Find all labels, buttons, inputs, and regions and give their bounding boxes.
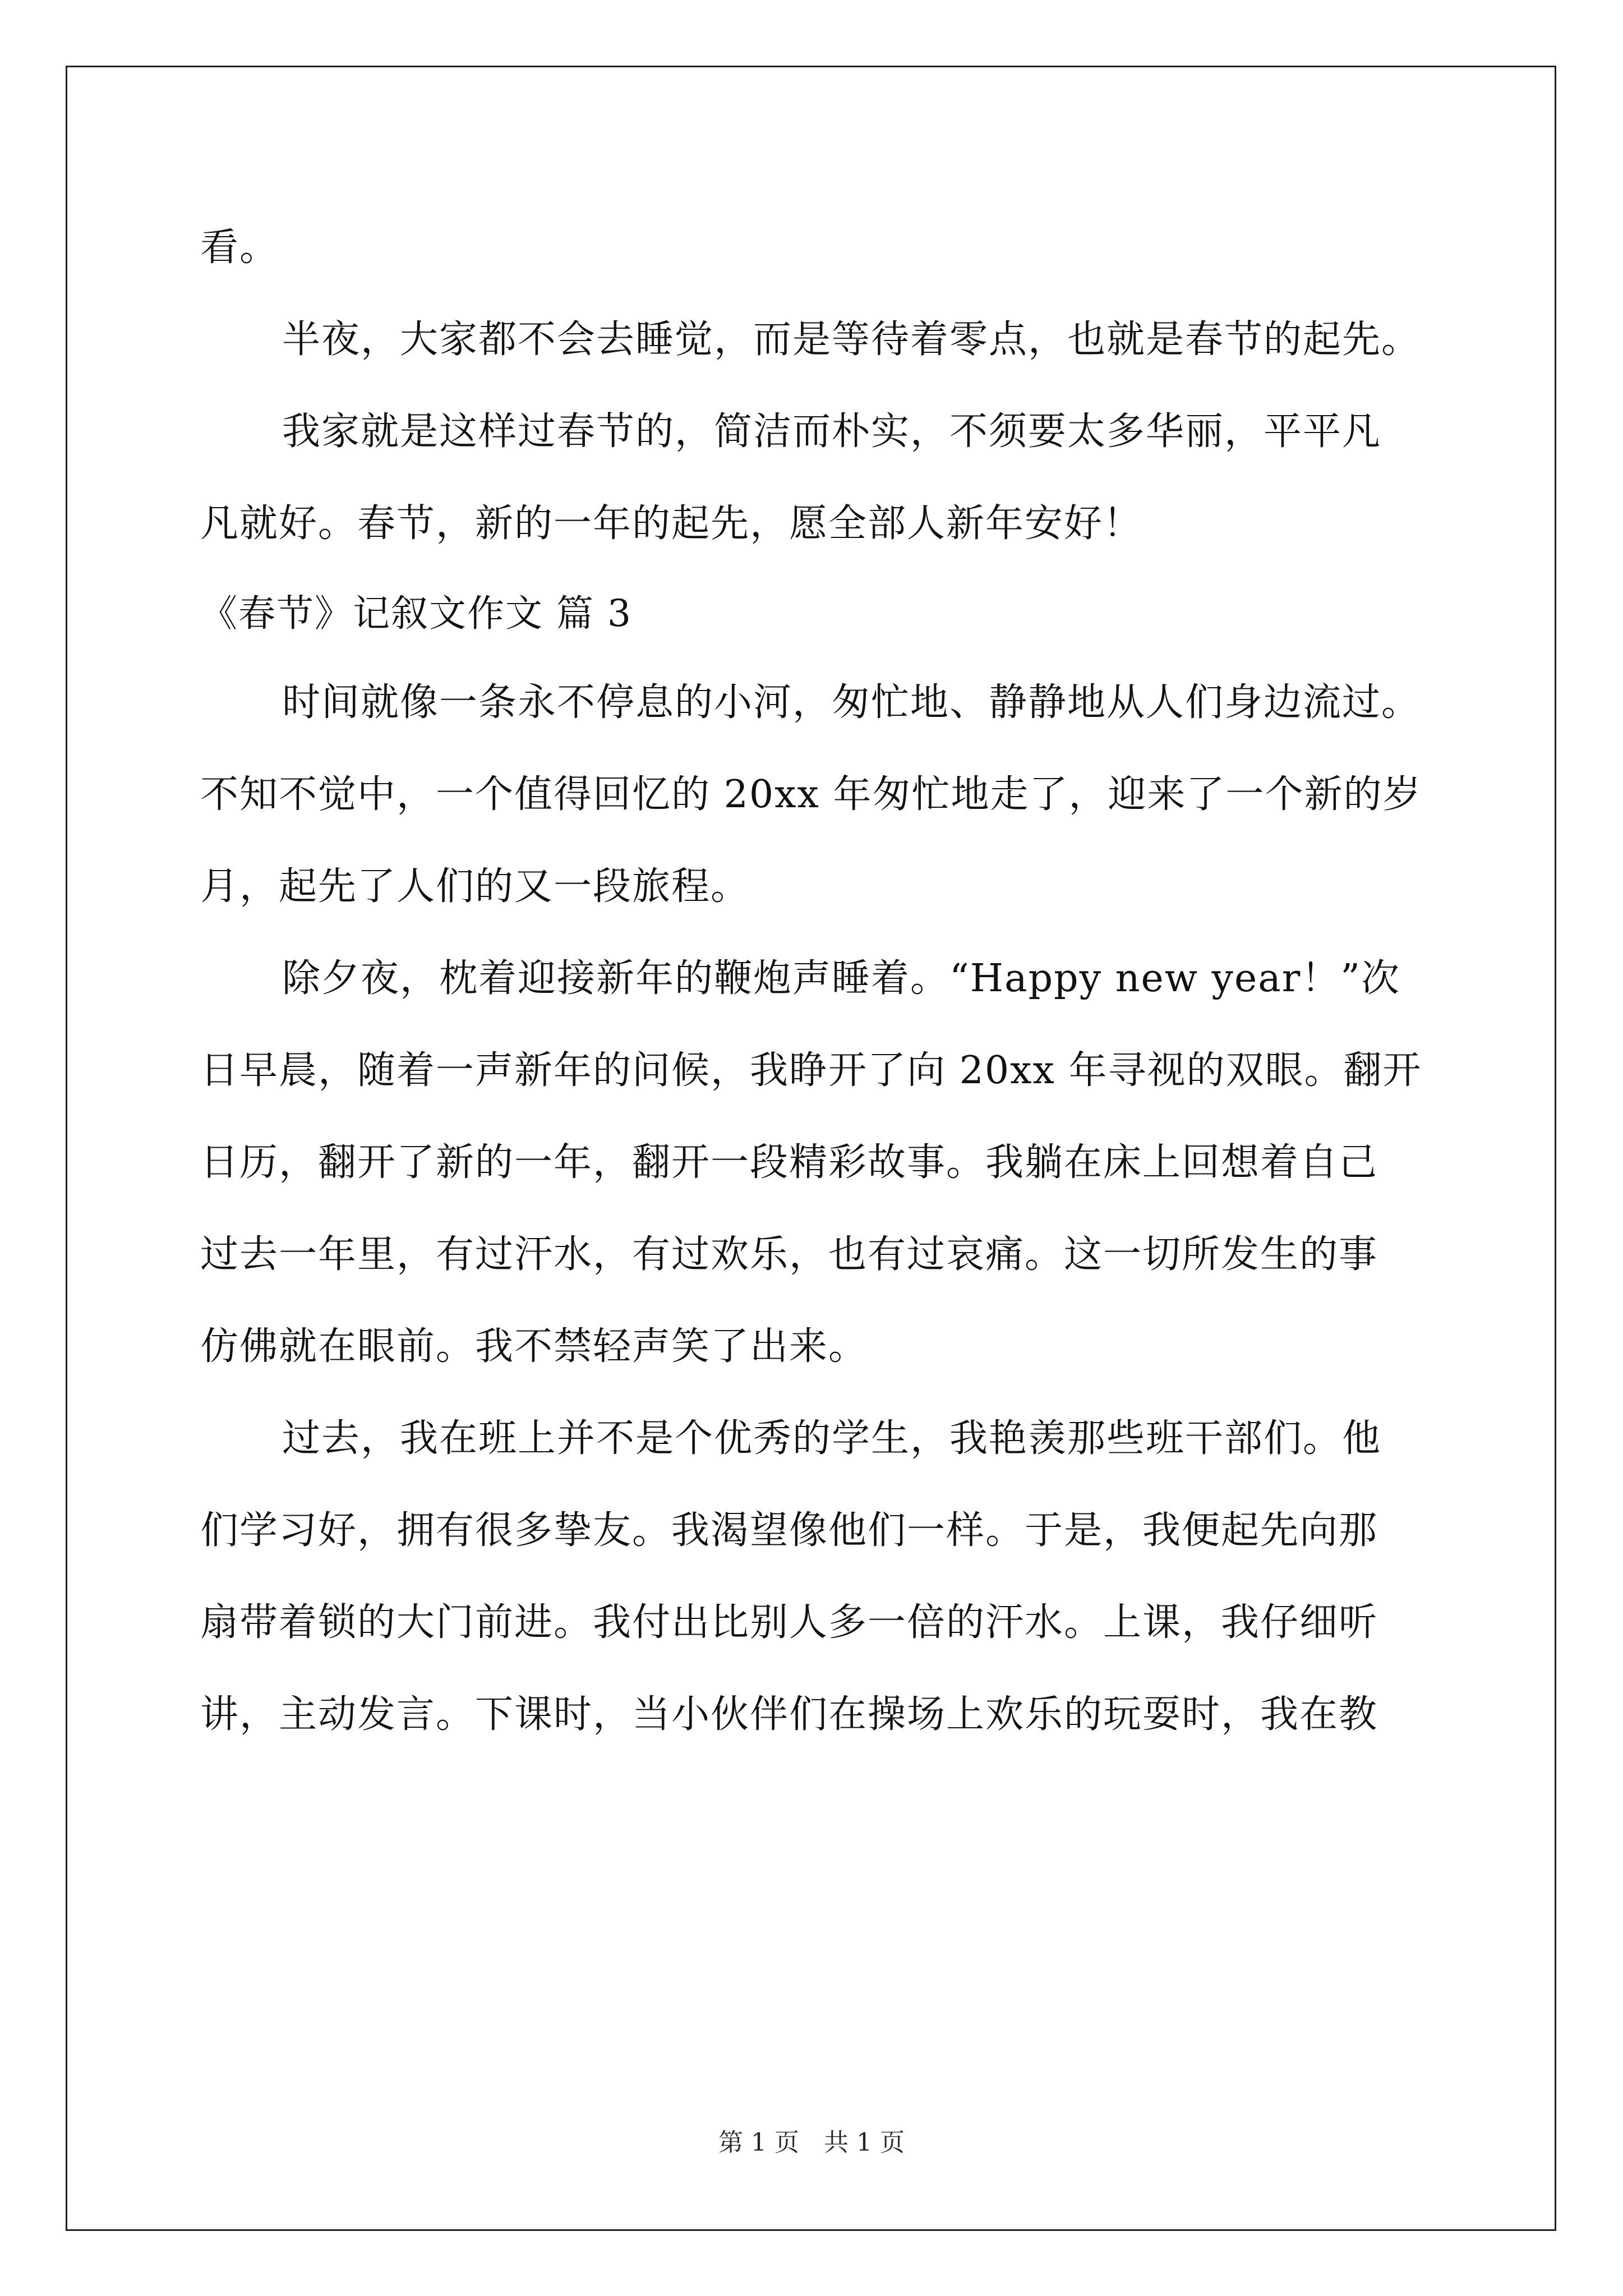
text-line: 时间就像一条永不停息的小河，匆忙地、静静地从人们身边流过。: [282, 680, 1421, 725]
text-line: 看。: [200, 226, 279, 270]
text-line: 日历，翻开了新的一年，翻开一段精彩故事。我躺在床上回想着自己: [200, 1140, 1378, 1185]
page-number: 第 1 页: [718, 2128, 799, 2157]
text-line: 除夕夜，枕着迎接新年的鞭炮声睡着。“Happy new year！”次: [282, 956, 1401, 1001]
page-total: 共 1 页: [824, 2128, 905, 2157]
text-line: 半夜，大家都不会去睡觉，而是等待着零点，也就是春节的起先。: [282, 318, 1421, 362]
text-line: 日早晨，随着一声新年的问候，我睁开了向 20xx 年寻视的双眼。翻开: [200, 1048, 1422, 1093]
text-line: 我家就是这样过春节的，简洁而朴实，不须要太多华丽，平平凡: [282, 409, 1382, 454]
text-line: 不知不觉中，一个值得回忆的 20xx 年匆忙地走了，迎来了一个新的岁: [200, 772, 1422, 817]
text-line: 们学习好，拥有很多挚友。我渴望像他们一样。于是，我便起先向那: [200, 1508, 1378, 1553]
text-line: 凡就好。春节，新的一年的起先，愿全部人新年安好！: [200, 501, 1143, 546]
text-line: 过去，我在班上并不是个优秀的学生，我艳羡那些班干部们。他: [282, 1416, 1382, 1461]
document-body: [200, 202, 1428, 1761]
text-line: 月，起先了人们的又一段旅程。: [200, 864, 750, 909]
page-footer: [0, 2126, 1623, 2160]
section-heading: 《春节》记叙文作文 篇 3: [200, 592, 632, 635]
text-line: 扇带着锁的大门前进。我付出比别人多一倍的汗水。上课，我仔细听: [200, 1600, 1378, 1645]
text-line: 讲，主动发言。下课时，当小伙伴们在操场上欢乐的玩耍时，我在教: [200, 1692, 1378, 1737]
text-line: 仿佛就在眼前。我不禁轻声笑了出来。: [200, 1324, 868, 1369]
text-line: 过去一年里，有过汗水，有过欢乐，也有过哀痛。这一切所发生的事: [200, 1232, 1378, 1277]
